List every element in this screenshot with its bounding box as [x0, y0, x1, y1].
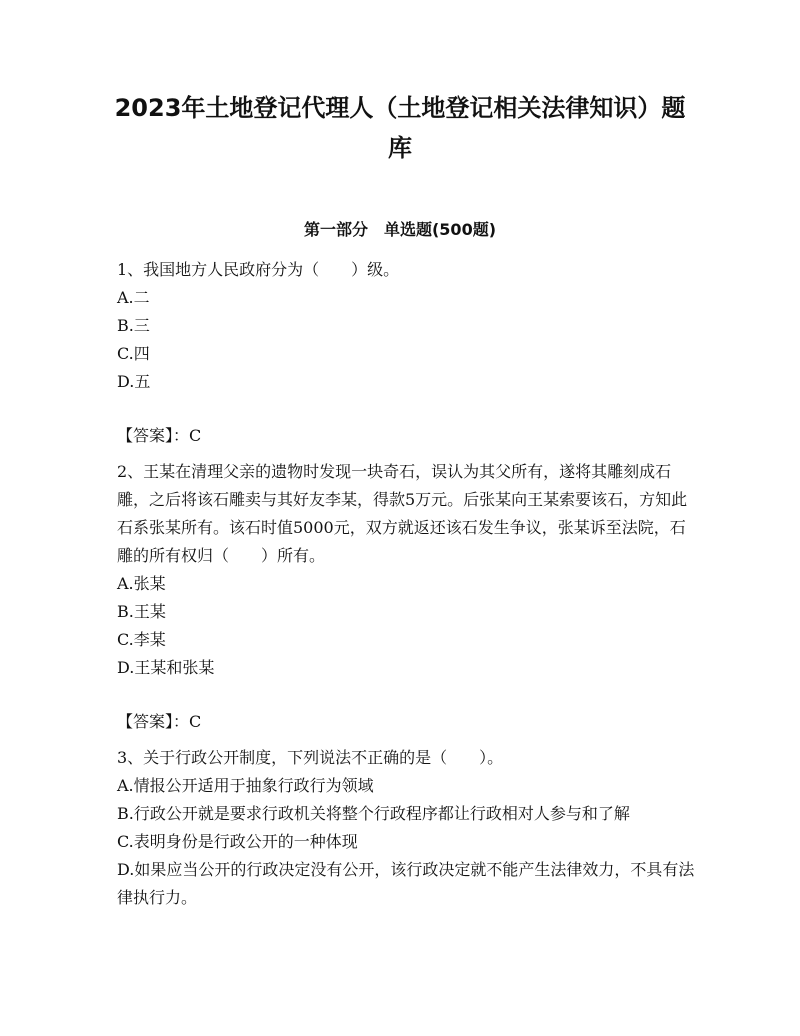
question-3 [117, 744, 697, 912]
answer-line: 【答案】：C [117, 426, 202, 445]
option-d: D.五 [117, 372, 151, 391]
option-b: B.行政公开就是要求行政机关将整个行政程序都让行政相对人参与和了解 [117, 804, 630, 823]
question-list [117, 256, 697, 912]
option-a: A.张某 [117, 574, 166, 593]
option-a: A.二 [117, 288, 150, 307]
document-title-line1: 2023年土地登记代理人（土地登记相关法律知识）题 [114, 94, 686, 122]
option-b: B.王某 [117, 602, 166, 621]
question-stem: 2、王某在清理父亲的遗物时发现一块奇石，误认为其父所有，遂将其雕刻成石雕，之后将该石雕卖与其好友李某，得款5万元。后张某向王某索要该石，方知此石系张某所有。该石时值5000元，双方就返还该石发生争议，张某诉至法院，石雕的所有权归（ ）所有。 [117, 462, 688, 565]
question-2 [117, 458, 697, 736]
option-d: D.王某和张某 [117, 658, 215, 677]
question-1 [117, 256, 697, 450]
option-d: D.如果应当公开的行政决定没有公开，该行政决定就不能产生法律效力，不具有法律执行力。 [117, 860, 695, 907]
section-title: 第一部分 单选题(500题) [303, 220, 497, 239]
question-stem: 1、我国地方人民政府分为（ ）级。 [117, 260, 400, 279]
question-stem: 3、关于行政公开制度，下列说法不正确的是（ ）。 [117, 748, 504, 767]
option-c: C.李某 [117, 630, 166, 649]
document-title [100, 88, 700, 168]
answer-line: 【答案】：C [117, 712, 202, 731]
option-b: B.三 [117, 316, 150, 335]
option-c: C.四 [117, 344, 150, 363]
option-c: C.表明身份是行政公开的一种体现 [117, 832, 358, 851]
option-a: A.情报公开适用于抽象行政行为领域 [117, 776, 374, 795]
document-title-line2: 库 [388, 134, 412, 162]
